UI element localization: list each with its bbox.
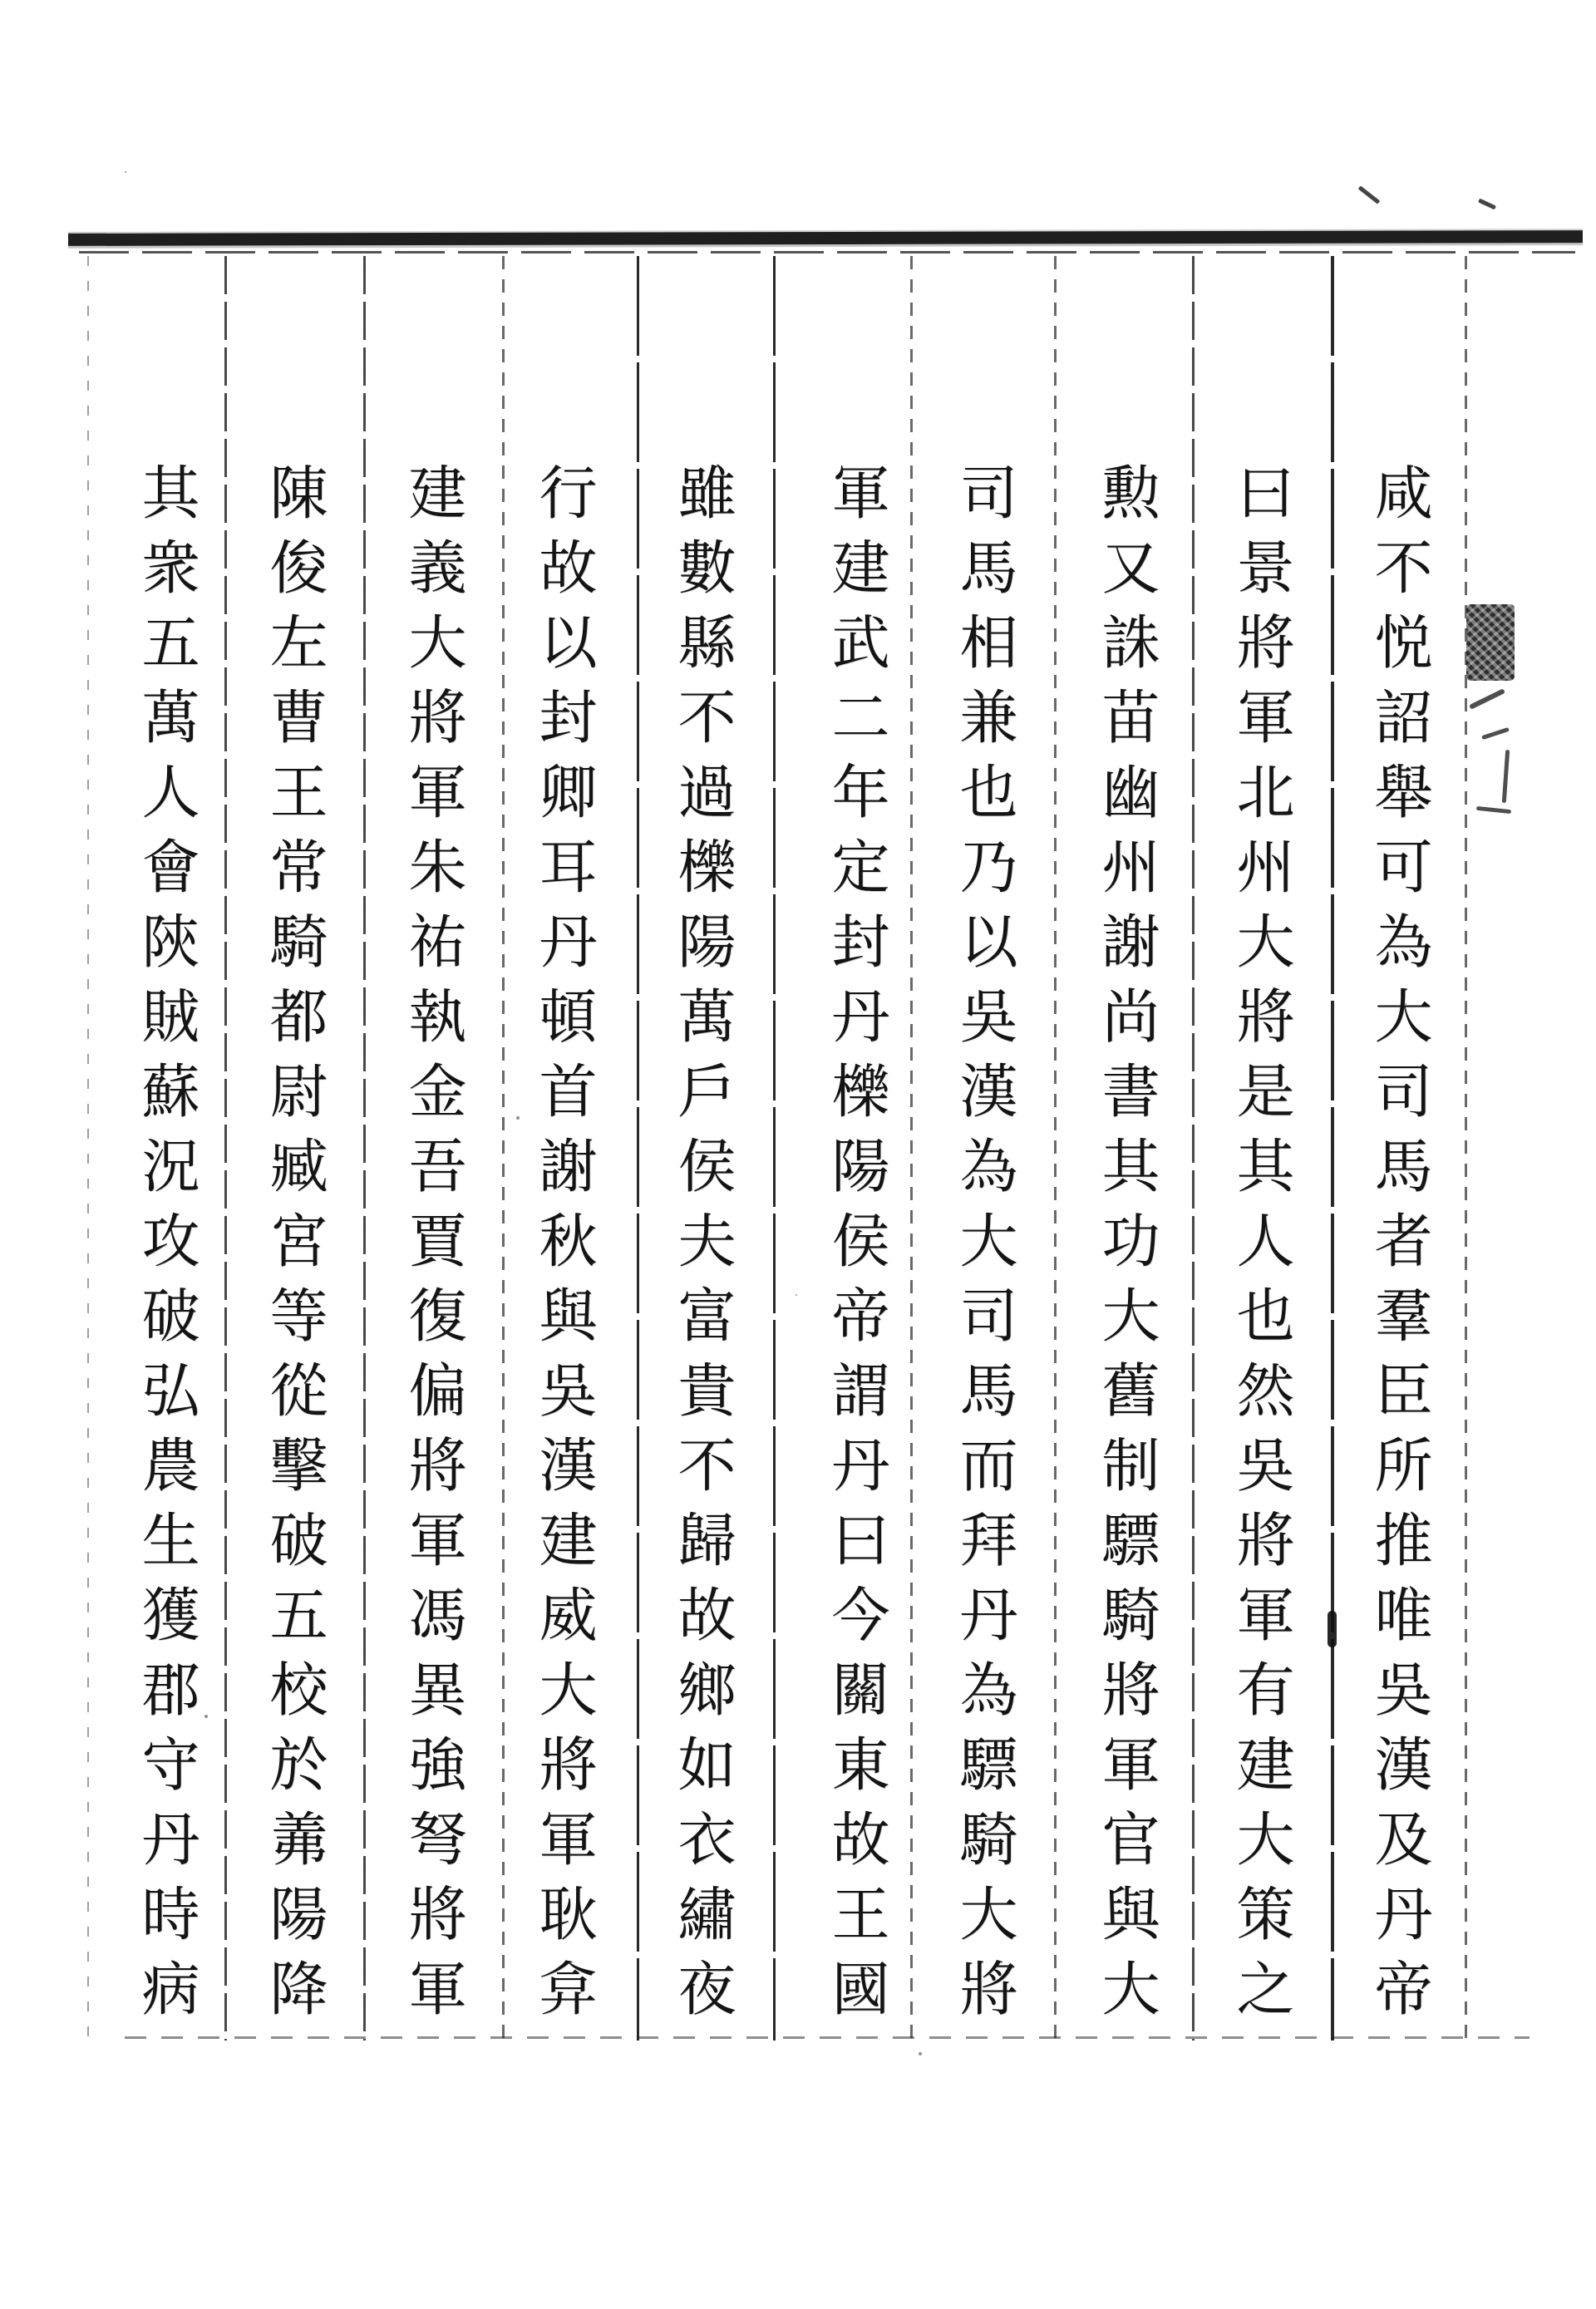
margin-smudge-block — [1466, 604, 1515, 681]
grid-line-6 — [637, 256, 639, 2041]
grid-line-7 — [502, 256, 505, 2041]
grid-line-5 — [773, 256, 776, 2041]
paper-specks — [0, 0, 2, 2]
margin-faint-stroke — [1469, 688, 1505, 710]
margin-faint-stroke — [1481, 727, 1510, 740]
grid-line-3 — [1054, 256, 1057, 2041]
grid-line-1 — [1331, 256, 1334, 2041]
text-column-2: 曰景將軍北州大將是其人也然吳將軍有建大策之 — [1227, 462, 1295, 2033]
top-border-band — [68, 230, 1583, 246]
top-margin-tick-mark — [1358, 185, 1381, 204]
grid-line-right-margin — [1465, 256, 1467, 2041]
text-column-10: 其衆五萬人會陝賊蘇況攻破弘農生獲郡守丹時病 — [132, 462, 200, 2033]
ink-blob-on-rule — [1328, 1611, 1337, 1647]
grid-line-9 — [224, 256, 227, 2041]
text-column-6: 雖數縣不過櫟陽萬戶侯夫富貴不歸故鄉如衣繡夜 — [668, 462, 736, 2033]
grid-line-2 — [1192, 256, 1195, 2041]
text-column-7: 行故以封卿耳丹頓首謝秋與吳漢建威大將軍耿弇 — [530, 462, 598, 2033]
grid-line-4 — [910, 256, 913, 2041]
text-column-3: 勲又誅苗幽州謝尚書其功大舊制驃騎將軍官與大 — [1092, 462, 1160, 2033]
top-margin-tick-mark — [1478, 199, 1496, 210]
grid-line-8 — [363, 256, 366, 2041]
margin-faint-stroke — [1476, 806, 1511, 814]
text-column-9: 陳俊左曹王常騎都尉臧宮等從擊破五校於羛陽降 — [260, 462, 328, 2033]
text-column-4: 司馬相兼也乃以吳漢為大司馬而拜丹為驃騎大將 — [950, 462, 1018, 2033]
margin-faint-stroke — [1502, 750, 1510, 803]
grid-line-left-margin — [87, 256, 89, 2041]
text-column-5: 軍建武二年定封丹櫟陽侯帝謂丹曰今關東故王國 — [822, 462, 890, 2033]
text-column-1: 咸不悦詔舉可為大司馬者羣臣所推唯吳漢及丹帝 — [1365, 462, 1433, 2033]
top-border-thin-line — [79, 251, 1575, 254]
text-column-8: 建義大將軍朱祐執金吾賈復偏將軍馮異強弩將軍 — [399, 462, 467, 2033]
